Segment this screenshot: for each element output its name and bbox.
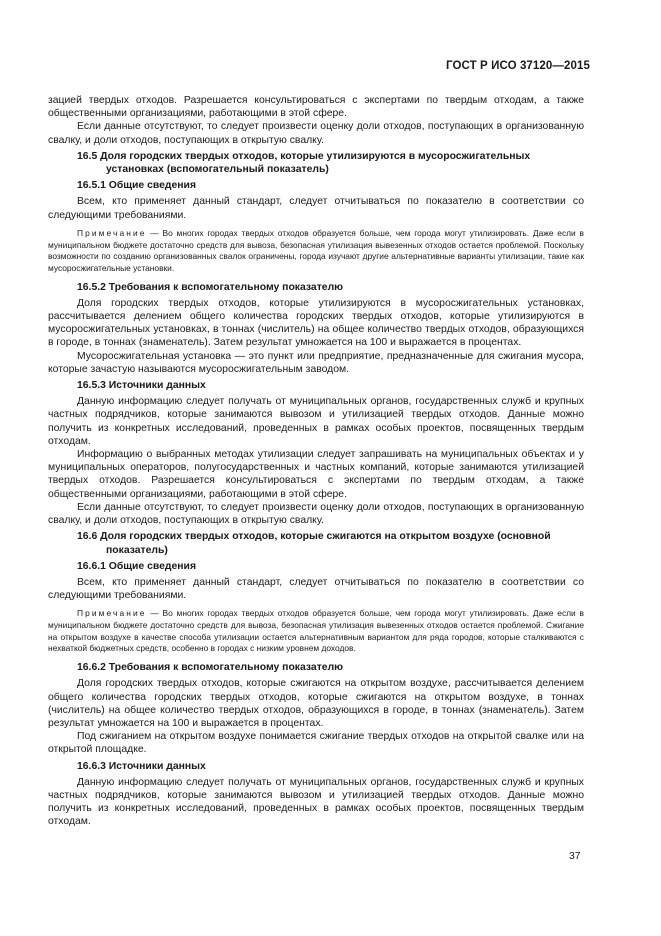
paragraph: зацией твердых отходов. Разрешается консультироваться с экспертами по твердым отходам, а также общественными организациями, работающими в этой сфере. [48,95,584,120]
section-heading [48,150,584,176]
note-text: — Во многих городах твердых отходов образуется больше, чем города могут утилизировать. Даже если в муниципальном бюджете достаточно средств для вывоза, безопасная утилизация вывезенных отходов остается проблемой. Поскольку возможности по созданию организованных свалок ограничены, города изучают другие альтернативные варианты утилизации, такие как мусоросжигательные установки. [48,227,584,273]
note-text: — Во многих городах твердых отходов образуется больше, чем города могут утилизировать. Даже если в муниципальном бюджете достаточно средств для вывоза, безопасная утилизация вывезенных отходов остается проблемой. Сжигание на открытом воздухе в качестве способа утилизации остается альтернативным вариантом для ряда городов, которые сталкиваются с нехваткой бюджетных средств, особенно в городах с низким уровнем доходов. [48,608,584,654]
note-label: Примечание [77,227,147,238]
section-heading-line1: 16.5 Доля городских твердых отходов, которые утилизируются в мусоросжигательных [77,150,531,162]
subsection-heading: 16.6.3 Источники данных [77,760,206,772]
paragraph: Всем, кто применяет данный стандарт, следует отчитываться по показателю в соответствии со следующими требованиями. [48,576,584,602]
section-heading-line1: 16.6 Доля городских твердых отходов, которые сжигаются на открытом воздухе (основной [77,531,551,543]
note [48,228,584,275]
subsection-heading: 16.5.3 Источники данных [77,380,206,392]
document-header: ГОСТ Р ИСО 37120—2015 [446,60,591,72]
paragraph: Данную информацию следует получать от муниципальных органов, государственных служб и крупных частных подрядчиков, которые занимаются вывозом и утилизацией твердых отходов. Данные можно получить из конкретных исследований, проведенных в рамках особых проектов, посвященных твердым отходам. [48,396,584,447]
section-heading-line2: установках (вспомогательный показатель) [106,164,329,176]
subsection-heading: 16.5.1 Общие сведения [77,180,197,192]
paragraph: Если данные отсутствуют, то следует произвести оценку доли отходов, поступающих в организованную свалку, и доли отходов, поступающих в открытую свалку. [48,501,584,527]
section-heading [48,530,584,556]
paragraph: Доля городских твердых отходов, которые утилизируются в мусоросжигательных установках, рассчитывается делением общего количества городских твердых отходов, которые утилизируются в мусоросжигательных установках, в тоннах (числитель) на общее количество твердых отходов, образующихся в городе, в тоннах (знаменатель). Затем результат умножается на 100 и выражается в процентах. [48,297,584,349]
page-number: 37 [569,851,581,862]
section-heading-line2: показатель) [106,544,168,556]
paragraph: Под сжиганием на открытом воздухе понимается сжигание твердых отходов на открытой свалке или на открытой площадке. [48,731,584,756]
paragraph: Данную информацию следует получать от муниципальных органов, государственных служб и крупных частных подрядчиков, которые занимаются вывозом и утилизацией твердых отходов. Данные можно получить из конкретных исследований, проведенных в рамках особых проектов, посвященных твердым отходам. [48,776,584,828]
note-label: Примечание [77,608,147,619]
note [48,608,584,655]
subsection-heading: 16.5.2 Требования к вспомогательному показателю [77,281,344,293]
document-body [48,94,584,829]
paragraph: Доля городских твердых отходов, которые сжигаются на открытом воздухе, рассчитывается делением общего количества городских твердых отходов, которые сжигаются на открытом воздухе, в тоннах (числитель) на общее количество твердых отходов, образующихся в городе, в тоннах (знаменатель). Затем результат умножается на 100 и выражается в процентах. [48,678,584,729]
subsection-heading: 16.6.1 Общие сведения [77,560,197,572]
paragraph: Информацию о выбранных методах утилизации следует запрашивать на муниципальных объектах и у муниципальных операторов, полугосударственных и частных компаний, которые занимаются утилизацией твердых отходов. Разрешается консультироваться с экспертами по твердым отходам, а также общественными организациями, работающими в этой сфере. [48,449,584,500]
paragraph: Мусоросжигательная установка — это пункт или предприятие, предназначенные для сжигания мусора, которые зачастую называются мусоросжигательным заводом. [48,350,584,375]
paragraph: Всем, кто применяет данный стандарт, следует отчитываться по показателю в соответствии со следующими требованиями. [48,196,584,221]
subsection-heading: 16.6.2 Требования к вспомогательному показателю [77,662,344,674]
paragraph: Если данные отсутствуют, то следует произвести оценку доли отходов, поступающих в организованную свалку, и доли отходов, поступающих в открытую свалку. [48,121,584,146]
